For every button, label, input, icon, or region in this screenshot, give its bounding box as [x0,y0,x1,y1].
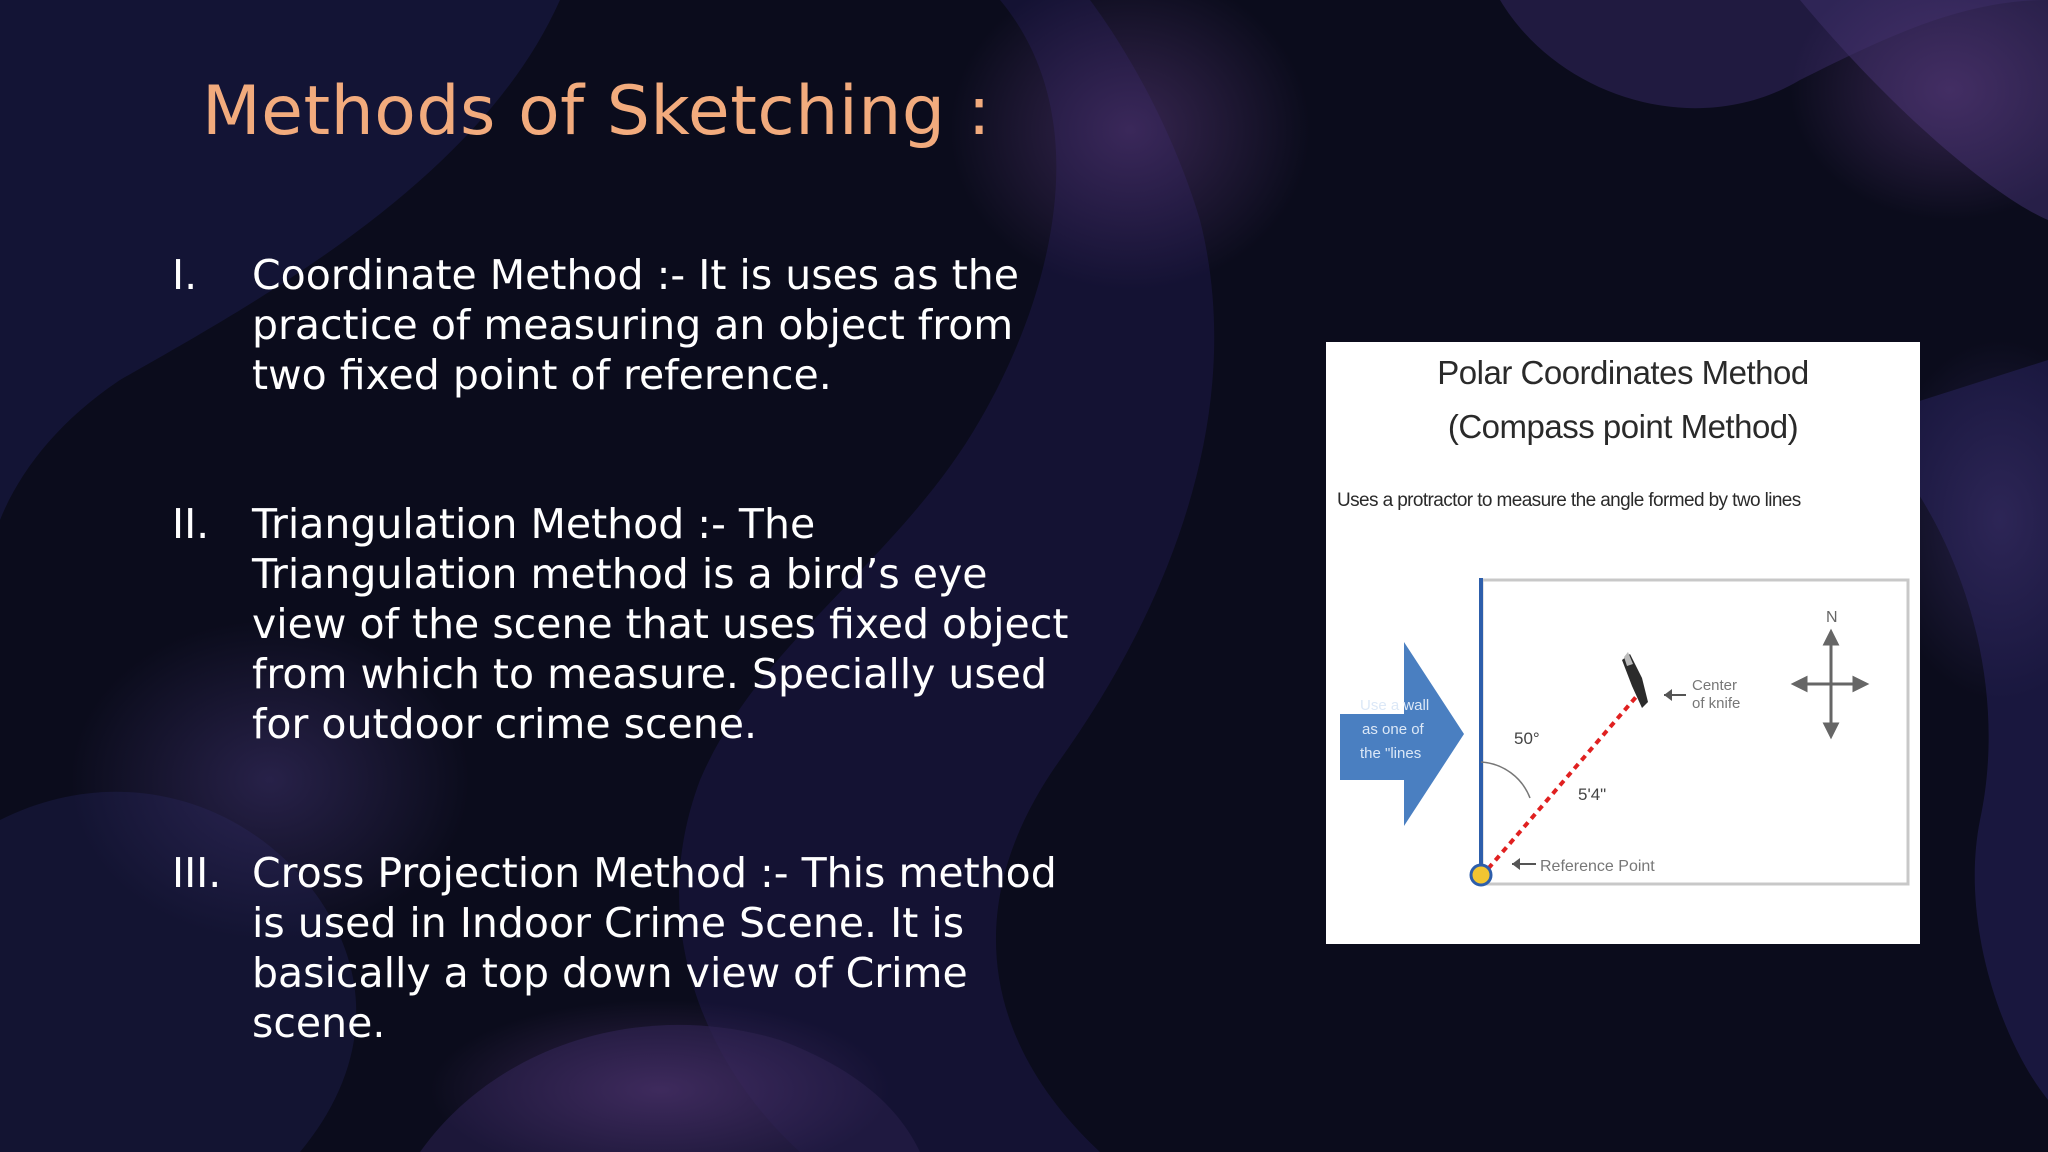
object-label-line1: Center [1692,677,1738,694]
item-number: III. [172,849,222,897]
arrow-label-line1: Use a wall [1360,697,1430,714]
angle-label: 50° [1514,729,1540,748]
arrow-label-line3: the "lines [1360,745,1422,762]
item-text: Coordinate Method :- It is uses as the practice of measuring an object from two fixed point of reference. [252,251,1019,399]
object-label-line2: of knife [1692,695,1741,712]
arrow-label-line2: as one of [1362,721,1424,738]
figure-title-line1: Polar Coordinates Method [1437,354,1809,391]
measurement-line [1481,690,1642,877]
item-number: I. [172,251,198,299]
reference-arrow-icon [1512,858,1520,870]
polar-diagram [1326,342,1920,944]
distance-label: 5'4" [1578,785,1607,804]
angle-arc [1481,762,1530,798]
polar-coordinates-figure [1326,342,1920,944]
slide-title: Methods of Sketching : [202,72,992,151]
compass-icon [1794,632,1866,736]
room-outline [1482,580,1908,884]
object-arrow-icon [1664,689,1672,701]
figure-title-line2: (Compass point Method) [1447,408,1799,445]
reference-label: Reference Point [1540,858,1655,875]
item-number: II. [172,500,210,548]
reference-dot [1471,865,1491,885]
item-text: Triangulation Method :- The Triangulation method is a bird’s eye view of the scene that uses fixed object from which to measure. Specially used for outdoor crime scene. [252,500,1069,748]
item-text: Cross Projection Method :- This method is used in Indoor Crime Scene. It is basically a top down view of Crime scene. [252,849,1057,1047]
figure-subtitle: Uses a protractor to measure the angle formed by two lines [1337,490,1801,511]
compass-n-label: N [1826,609,1838,626]
